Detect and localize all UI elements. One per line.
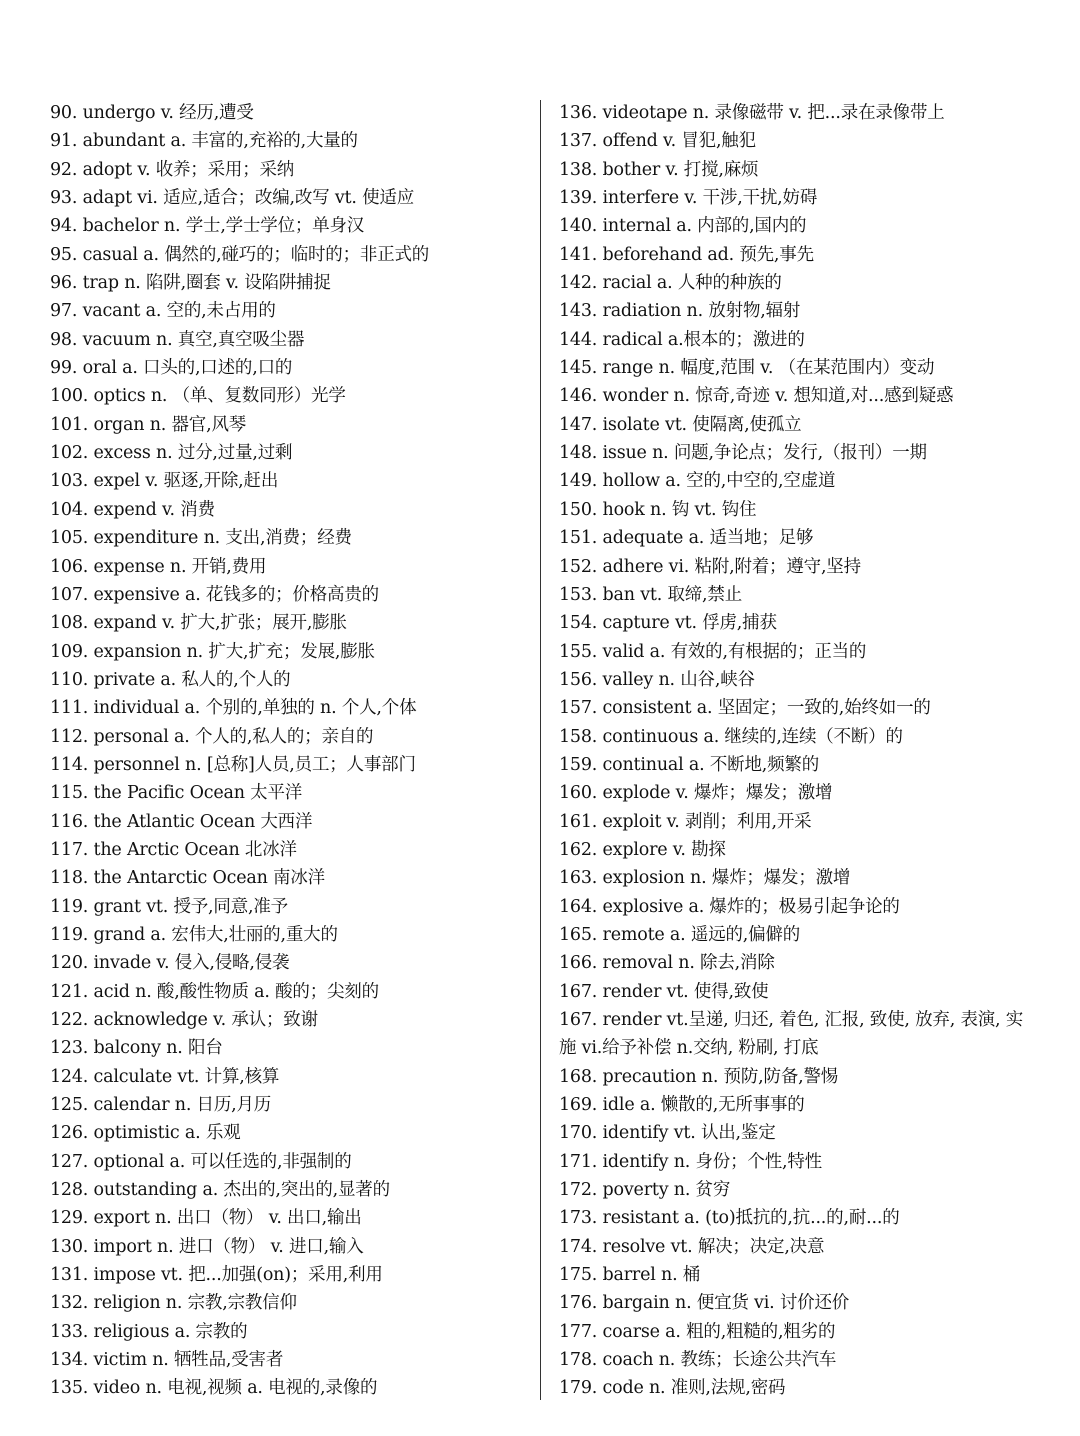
vocab-entry: 114. personnel n. [总称]人员,员工；人事部门	[50, 754, 416, 775]
vocab-entry: 121. acid n. 酸,酸性物质 a. 酸的；尖刻的	[50, 981, 379, 1002]
vocab-entry: 159. continual a. 不断地,频繁的	[559, 754, 820, 775]
vocab-entry: 167. render vt.呈递, 归还, 着色, 汇报, 致使, 放弃, 表演, 实施 vi.给予补偿 n.交纳, 粉刷, 打底	[559, 1010, 1024, 1059]
vocab-entry: 103. expel v. 驱逐,开除,赶出	[50, 471, 279, 492]
vocab-entry: 105. expenditure n. 支出,消费；经费	[50, 528, 352, 549]
vocab-entry: 157. consistent a. 坚固定；一致的,始终如一的	[559, 698, 931, 719]
vocab-entry: 172. poverty n. 贫穷	[559, 1180, 731, 1201]
vocab-entry: 150. hook n. 钩 vt. 钩住	[559, 499, 757, 520]
vocab-entry: 151. adequate a. 适当地；足够	[559, 528, 814, 549]
vocab-entry: 164. explosive a. 爆炸的；极易引起争论的	[559, 896, 900, 917]
vocab-entry: 108. expand v. 扩大,扩张；展开,膨胀	[50, 613, 347, 634]
vocab-entry: 137. offend v. 冒犯,触犯	[559, 131, 756, 152]
vocab-entry: 93. adapt vi. 适应,适合；改编,改写 vt. 使适应	[50, 188, 415, 209]
vocab-entry: 134. victim n. 牺牲品,受害者	[50, 1350, 284, 1371]
vocab-entry: 100. optics n. （单、复数同形）光学	[50, 386, 346, 407]
vocab-entry: 126. optimistic a. 乐观	[50, 1123, 241, 1144]
vocab-entry: 111. individual a. 个别的,单独的 n. 个人,个体	[50, 698, 417, 719]
vocab-entry: 144. radical a.根本的；激进的	[559, 329, 805, 350]
vocab-entry: 138. bother v. 打搅,麻烦	[559, 159, 759, 180]
vocab-entry: 146. wonder n. 惊奇,奇迹 v. 想知道,对...感到疑惑	[559, 386, 954, 407]
vocab-entry: 163. explosion n. 爆炸；爆发；激增	[559, 868, 851, 889]
vocab-entry: 116. the Atlantic Ocean 大西洋	[50, 811, 313, 832]
vocab-entry: 174. resolve vt. 解决；决定,决意	[559, 1236, 825, 1257]
vocab-entry: 135. video n. 电视,视频 a. 电视的,录像的	[50, 1378, 378, 1399]
vocab-entry: 112. personal a. 个人的,私人的；亲自的	[50, 726, 374, 747]
vocab-entry: 178. coach n. 教练；长途公共汽车	[559, 1350, 837, 1371]
vocab-entry: 90. undergo v. 经历,遭受	[50, 103, 254, 123]
vocab-entry: 106. expense n. 开销,费用	[50, 556, 267, 577]
vocab-entry: 115. the Pacific Ocean 太平洋	[50, 783, 303, 804]
vocab-entry: 160. explode v. 爆炸；爆发；激增	[559, 783, 833, 804]
vocab-entry: 133. religious a. 宗教的	[50, 1321, 248, 1342]
vocab-entry: 101. organ n. 器官,风琴	[50, 414, 247, 435]
vocab-entry: 132. religion n. 宗教,宗教信仰	[50, 1293, 297, 1314]
vocab-entry: 118. the Antarctic Ocean 南冰洋	[50, 868, 325, 889]
vocab-entry: 102. excess n. 过分,过量,过剩	[50, 443, 293, 464]
vocab-entry: 177. coarse a. 粗的,粗糙的,粗劣的	[559, 1321, 836, 1342]
vocab-entry: 171. identify n. 身份；个性,特性	[559, 1151, 822, 1172]
vocab-entry: 119. grand a. 宏伟大,壮丽的,重大的	[50, 924, 338, 945]
vocab-entry: 166. removal n. 除去,消除	[559, 953, 775, 974]
vocab-entry: 154. capture vt. 俘虏,捕获	[559, 613, 777, 634]
vocab-entry: 127. optional a. 可以任选的,非强制的	[50, 1151, 352, 1172]
vocab-entry: 109. expansion n. 扩大,扩充；发展,膨胀	[50, 641, 375, 662]
vocab-entry: 104. expend v. 消费	[50, 499, 215, 520]
vocab-entry: 128. outstanding a. 杰出的,突出的,显著的	[50, 1180, 390, 1201]
vocab-entry: 99. oral a. 口头的,口述的,口的	[50, 358, 293, 379]
vocab-entry: 169. idle a. 懒散的,无所事事的	[559, 1095, 805, 1116]
vocab-entry: 170. identify vt. 认出,鉴定	[559, 1123, 776, 1144]
vocab-entry: 173. resistant a. (to)抵抗的,抗...的,耐...的	[559, 1208, 900, 1229]
vocab-entry: 179. code n. 准则,法规,密码	[559, 1378, 786, 1399]
vocab-entry: 94. bachelor n. 学士,学士学位；单身汉	[50, 216, 365, 237]
vocab-entry: 136. videotape n. 录像磁带 v. 把...录在录像带上	[559, 103, 945, 123]
vocab-entry: 96. trap n. 陷阱,圈套 v. 设陷阱捕捉	[50, 273, 331, 294]
vocab-entry: 119. grant vt. 授予,同意,准予	[50, 896, 288, 917]
vocab-entry: 129. export n. 出口（物） v. 出口,输出	[50, 1208, 362, 1229]
vocab-entry: 158. continuous a. 继续的,连续（不断）的	[559, 726, 903, 747]
vocab-entry: 167. render vt. 使得,致使	[559, 981, 769, 1002]
vocab-entry: 175. barrel n. 桶	[559, 1265, 701, 1286]
vocab-entry: 123. balcony n. 阳台	[50, 1038, 223, 1059]
vocab-entry: 95. casual a. 偶然的,碰巧的；临时的；非正式的	[50, 244, 430, 265]
vocab-entry: 148. issue n. 问题,争论点；发行,（报刊）一期	[559, 443, 927, 464]
vocab-entry: 140. internal a. 内部的,国内的	[559, 216, 807, 237]
vocab-entry: 107. expensive a. 花钱多的；价格高贵的	[50, 584, 379, 605]
vocab-entry: 156. valley n. 山谷,峡谷	[559, 669, 755, 690]
vocab-entry: 117. the Arctic Ocean 北冰洋	[50, 839, 297, 860]
column-divider	[540, 100, 541, 1400]
vocab-entry: 168. precaution n. 预防,防备,警惕	[559, 1066, 839, 1087]
vocab-entry: 124. calculate vt. 计算,核算	[50, 1066, 280, 1087]
vocab-entry: 120. invade v. 侵入,侵略,侵袭	[50, 953, 290, 974]
vocab-entry: 161. exploit v. 剥削；利用,开采	[559, 811, 812, 832]
vocab-entry: 162. explore v. 勘探	[559, 839, 726, 860]
vocab-entry: 143. radiation n. 放射物,辐射	[559, 301, 801, 322]
vocab-entry: 176. bargain n. 便宜货 vi. 讨价还价	[559, 1293, 850, 1314]
vocab-entry: 91. abundant a. 丰富的,充裕的,大量的	[50, 131, 358, 152]
vocab-entry: 155. valid a. 有效的,有根据的；正当的	[559, 641, 867, 662]
vocab-entry: 165. remote a. 遥远的,偏僻的	[559, 924, 801, 945]
vocab-entry: 153. ban vt. 取缔,禁止	[559, 584, 743, 605]
vocab-entry: 145. range n. 幅度,范围 v. （在某范围内）变动	[559, 358, 935, 379]
vocab-entry: 125. calendar n. 日历,月历	[50, 1095, 272, 1116]
left-column	[50, 99, 528, 1403]
vocab-entry: 142. racial a. 人种的种族的	[559, 273, 782, 294]
vocab-entry: 110. private a. 私人的,个人的	[50, 669, 291, 690]
vocab-entry: 131. impose vt. 把...加强(on)；采用,利用	[50, 1265, 383, 1286]
vocab-entry: 139. interfere v. 干涉,干扰,妨碍	[559, 188, 818, 209]
vocab-entry: 92. adopt v. 收养；采用；采纳	[50, 159, 295, 180]
vocab-entry: 141. beforehand ad. 预先,事先	[559, 244, 814, 265]
vocab-entry: 122. acknowledge v. 承认；致谢	[50, 1010, 318, 1030]
vocab-entry: 130. import n. 进口（物） v. 进口,输入	[50, 1236, 364, 1257]
vocab-entry: 97. vacant a. 空的,未占用的	[50, 301, 276, 322]
vocab-entry: 152. adhere vi. 粘附,附着；遵守,坚持	[559, 556, 861, 577]
vocab-entry: 98. vacuum n. 真空,真空吸尘器	[50, 329, 305, 350]
vocab-entry: 149. hollow a. 空的,中空的,空虚道	[559, 471, 836, 492]
right-column	[559, 99, 1039, 1403]
vocab-entry: 147. isolate vt. 使隔离,使孤立	[559, 414, 802, 435]
